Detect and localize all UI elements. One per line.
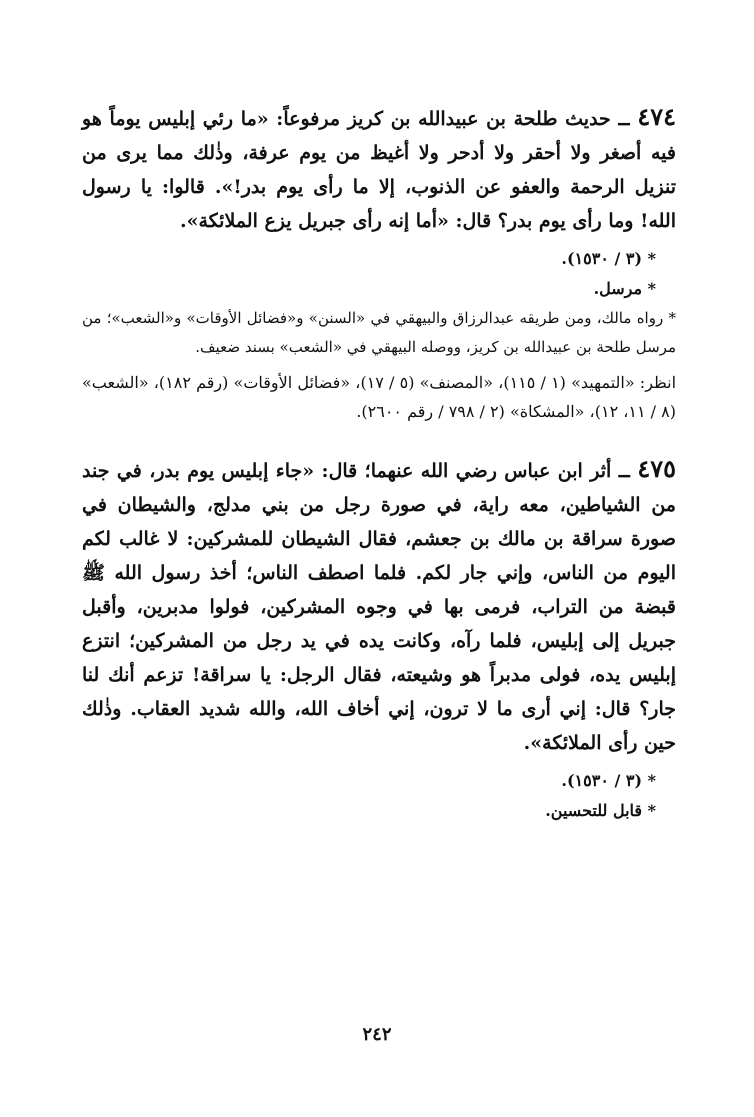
entry-474-references: انظر: «التمهيد» (١ / ١١٥)، «المصنف» (٥ / ١٧)، «فضائل الأوقات» (رقم ١٨٢)، «الشعب» (٨ / ١١، ١٢)، «المشكاة» (٢ / ٧٩٨ / رقم ٢٦٠٠). (82, 373, 677, 421)
entry-474-body: ــ حديث طلحة بن عبيدالله بن كريز مرفوعاً: «ما رئي إبليس يوماً هو فيه أصغر ولا أحقر ولا أدحر ولا أغيظ من يوم عرفة، وذٰلك مما يرى من تنزيل الرحمة والعفو عن الذنوب، إلا ما رأى يوم بدر!». قالوا: يا رسول الله! وما رأى يوم بدر؟ قال: «أما إنه رأى جبريل يزع الملائكة». (82, 108, 676, 232)
entry-475-grade: * قابل للتحسين. (545, 801, 656, 820)
entry-474-grade: * مرسل. (593, 279, 656, 298)
entry-475-source: * (٣ / ١٥٣٠). (561, 771, 656, 790)
entry-475-number: ٤٧٥ (637, 454, 676, 483)
page-number: ٢٤٢ (362, 1024, 392, 1045)
entry-474-source: * (٣ / ١٥٣٠). (561, 249, 656, 268)
entry-475-body: ــ أثر ابن عباس رضي الله عنهما؛ قال: «جاء إبليس يوم بدر، في جند من الشياطين، معه راية، في صورة رجل من بني مدلج، والشيطان في صورة سراقة بن مالك بن جعشم، فقال الشيطان للمشركين: لا غالب لكم اليوم من الناس، وإني جار لكم. فلما اصطف الناس؛ أخذ رسول الله ﷺ قبضة من التراب، فرمى بها في وجوه المشركين، فولوا مدبرين، وأقبل جبريل إلى إبليس، فلما رآه، وكانت يده في يد رجل من المشركين؛ انتزع إبليس يده، فولى مدبراً هو وشيعته، فقال الرجل: يا سراقة! تزعم أنك لنا جار؟ قال: إني أرى ما لا ترون، إني أخاف الله، والله شديد العقاب. وذٰلك حين رأى الملائكة». (82, 460, 676, 754)
entry-474-takhrij: * رواه مالك، ومن طريقه عبدالرزاق والبيهقي في «السنن» و«فضائل الأوقات» و«الشعب»؛ من مرسل طلحة بن عبيدالله بن كريز، ووصله البيهقي في «الشعب» بسند ضعيف. (82, 309, 676, 356)
entry-475-text (82, 452, 676, 760)
page-body (82, 100, 676, 826)
entry-474-number: ٤٧٤ (637, 102, 677, 131)
entry-474-text (82, 100, 676, 238)
